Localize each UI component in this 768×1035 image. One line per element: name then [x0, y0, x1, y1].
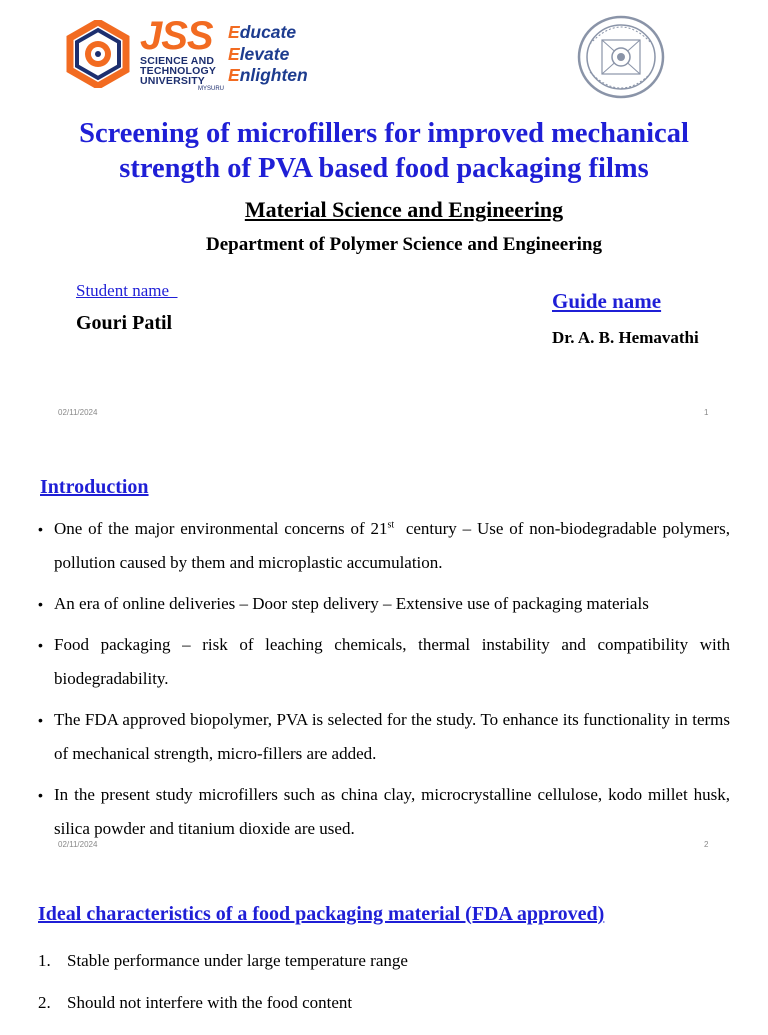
list-item: 2. Should not interfere with the food content — [38, 993, 353, 1012]
logo-motto: Educate Elevate Enlighten — [228, 22, 308, 85]
logo-wordmark: JSS — [140, 14, 213, 58]
title-slide — [0, 0, 768, 430]
characteristics-heading: Ideal characteristics of a food packaging material (FDA approved) — [38, 903, 605, 925]
guide-name: Dr. A. B. Hemavathi — [552, 328, 699, 347]
footer-date: 02/11/2024 — [58, 840, 98, 849]
list-item: • One of the major environmental concerns of 21st century – Use of non-biodegradable polymers, pollution caused by them and microplastic accumulation. — [38, 512, 730, 580]
university-logo-icon — [64, 20, 132, 88]
guide-name-label: Guide name — [552, 289, 662, 313]
list-item: • In the present study microfillers such as china clay, microcrystalline cellulose, kodo millet husk, silica powder and titanium dioxide are used. — [38, 778, 730, 846]
subject-heading: Material Science and Engineering — [244, 197, 564, 222]
list-item: 1. Stable performance under large temperature range — [38, 951, 408, 970]
introduction-bullet-list — [38, 512, 735, 853]
introduction-heading: Introduction — [40, 476, 149, 498]
presentation-title: Screening of microfillers for improved mechanical strength of PVA based food packaging films — [79, 118, 689, 184]
student-name: Gouri Patil — [76, 312, 173, 334]
characteristics-slide — [0, 860, 768, 1024]
characteristics-list — [38, 951, 408, 1035]
department-heading: Department of Polymer Science and Engineering — [206, 234, 602, 255]
logo-city: MYSURU — [198, 86, 225, 92]
page-number: 1 — [704, 408, 709, 417]
introduction-slide — [0, 430, 768, 860]
institution-seal-icon — [576, 14, 666, 100]
student-name-label: Student name — [76, 281, 178, 300]
list-item: • The FDA approved biopolymer, PVA is selected for the study. To enhance its functionality in terms of mechanical strength, micro-fillers are added. — [38, 703, 730, 771]
page-number: 2 — [704, 840, 709, 849]
list-item: • Food packaging – risk of leaching chemicals, thermal instability and compatibility with biodegradability. — [38, 628, 730, 696]
list-item: • An era of online deliveries – Door step delivery – Extensive use of packaging materials — [38, 587, 730, 621]
footer-date: 02/11/2024 — [58, 408, 98, 417]
logo-subtitle: SCIENCE AND TECHNOLOGY UNIVERSITY — [140, 55, 217, 87]
